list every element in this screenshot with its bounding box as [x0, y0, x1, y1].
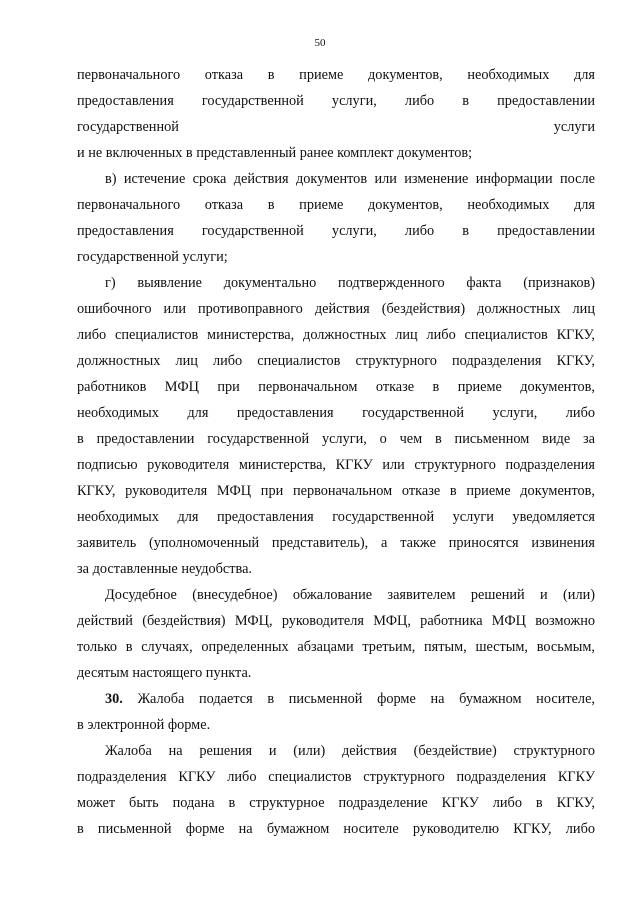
text-line: подписью руководителя министерства, КГКУ или структурного подразделения: [77, 457, 595, 473]
text-line: либо специалистов министерства, должностных лиц либо специалистов КГКУ,: [77, 327, 595, 343]
text-line: работников МФЦ при первоначальном отказе в приеме документов,: [77, 379, 595, 395]
text-line: первоначального отказа в приеме документов, необходимых для: [77, 67, 595, 83]
text-line: необходимых для предоставления государственной услуги уведомляется: [77, 509, 595, 525]
page-number: 50: [314, 37, 326, 49]
text-line: ошибочного или противоправного действия (бездействия) должностных лиц: [77, 301, 595, 317]
text-line: должностных лиц либо специалистов структурного подразделения КГКУ,: [77, 353, 595, 369]
text-line: подразделения КГКУ либо специалистов структурного подразделения КГКУ: [77, 769, 595, 785]
text-line: в предоставлении государственной услуги, о чем в письменном виде за: [77, 431, 595, 447]
text-line: государственной услуги;: [77, 249, 228, 265]
text-line: в письменной форме на бумажном носителе руководителю КГКУ, либо: [77, 821, 595, 837]
text-line: государственной услуги: [77, 119, 595, 135]
line-text: Жалоба подается в письменной форме на бумажном носителе,: [122, 691, 595, 707]
text-line: [77, 686, 595, 712]
text-line: заявитель (уполномоченный представитель), а также приносятся извинения: [77, 535, 595, 551]
text-line: Жалоба на решения и (или) действия (бездействие) структурного: [105, 743, 595, 759]
text-line: за доставленные неудобства.: [77, 561, 252, 577]
text-line: КГКУ, руководителя МФЦ при первоначальном отказе в приеме документов,: [77, 483, 595, 499]
text-line: г) выявление документально подтвержденного факта (признаков): [105, 275, 595, 291]
text-line: и не включенных в представленный ранее комплект документов;: [77, 145, 473, 161]
text-line: десятым настоящего пункта.: [77, 665, 252, 681]
text-line: в) истечение срока действия документов или изменение информации после: [105, 171, 595, 187]
text-line: необходимых для предоставления государственной услуги, либо: [77, 405, 595, 421]
item-number: 30.: [105, 691, 123, 707]
text-line: только в случаях, определенных абзацами третьим, пятым, шестым, восьмым,: [77, 639, 595, 655]
text-line: действий (бездействия) МФЦ, руководителя МФЦ, работника МФЦ возможно: [77, 613, 595, 629]
document-body: [77, 62, 595, 842]
text-line: Досудебное (внесудебное) обжалование заявителем решений и (или): [105, 587, 595, 603]
text-line: предоставления государственной услуги, либо в предоставлении: [77, 93, 595, 109]
text-line: первоначального отказа в приеме документов, необходимых для: [77, 197, 595, 213]
text-line: может быть подана в структурное подразделение КГКУ либо в КГКУ,: [77, 795, 595, 811]
text-line: предоставления государственной услуги, либо в предоставлении: [77, 223, 595, 239]
text-line: в электронной форме.: [77, 717, 211, 733]
